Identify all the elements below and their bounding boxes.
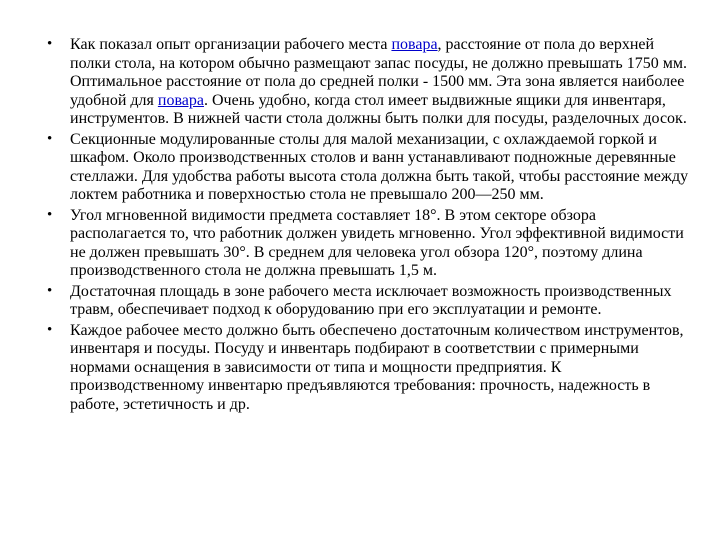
- text-segment: . Очень удобно, когда стол имеет выдвижные ящики для инвентаря, инструментов. В нижней части стола должны быть полки для посуды, разделочных досок.: [70, 91, 687, 127]
- text-segment: Как показал опыт организации рабочего места: [70, 36, 392, 53]
- list-item: [45, 207, 690, 281]
- bullet-icon: •: [47, 282, 53, 299]
- bullet-icon: •: [47, 321, 53, 338]
- list-item: [45, 36, 690, 129]
- text-segment: Каждое рабочее место должно быть обеспечено достаточным количеством инструментов, инвентаря и посуды. Посуду и инвентарь подбирают в соответствии с примерными нормами оснащения в зависимости от типа и мощности предприятия. К производственному инвентарю предъявляются требования: прочность, надежность в работе, эстетичность и др.: [70, 321, 684, 413]
- list-item: [45, 322, 690, 415]
- list-item: [45, 131, 690, 205]
- bullet-icon: •: [47, 206, 53, 223]
- bullet-icon: •: [47, 36, 53, 52]
- text-segment: Достаточная площадь в зоне рабочего места исключает возможность производственных травм, обеспечивает подход к оборудованию при его эксплуатации и ремонте.: [70, 282, 672, 318]
- bullet-icon: •: [47, 130, 53, 147]
- text-segment: Угол мгновенной видимости предмета составляет 18°. В этом секторе обзора располагается то, что работник должен увидеть мгновенно. Угол эффективной видимости не должен превышать 30°. В среднем для человека угол обзора 120°, поэтому длина производственного стола не должна превышать 1,5 м.: [70, 206, 684, 279]
- list-item: [45, 283, 690, 320]
- text-link[interactable]: повара: [391, 36, 438, 53]
- text-link[interactable]: повара: [157, 91, 204, 109]
- text-segment: , расстояние от пола до верхней полки стола, на котором обычно размещают запас посуды, не должно превышать 1750 мм. Оптимальное расстояние от пола до средней полки - 1500 мм. Эта зона является наиболее удобной для: [70, 36, 687, 109]
- bullet-list: [45, 36, 690, 416]
- text-segment: Секционные модулированные столы для малой механизации, с охлаждаемой горкой и шкафом. Около производственных столов и ванн устанавливают подножные деревянные стеллажи. Для удобства работы высота стола должна быть такой, чтобы расстояние между локтем работника и поверхностью стола не превышало 200—250 мм.: [70, 130, 689, 203]
